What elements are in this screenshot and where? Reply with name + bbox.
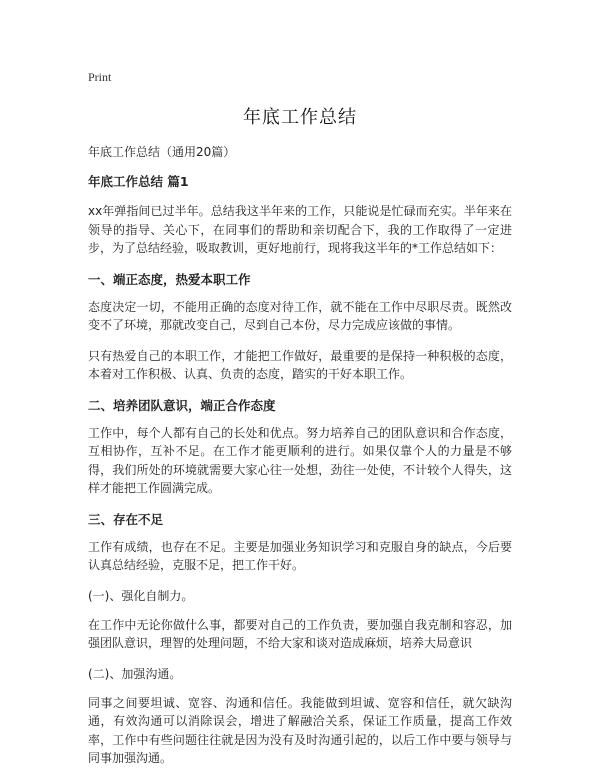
document-subtitle: 年底工作总结（通用20篇） [88, 145, 236, 159]
intro-paragraph: xx年弹指间已过半年。总结我这半年来的工作，只能说是忙碌而充实。半年来在领导的指导、关心下，在同事们的帮助和亲切配合下，我的工作取得了一定进步，为了总结经验，吸取教训，更好地前行，现将我这半年的*工作总结如下： [88, 204, 512, 255]
section-3-heading: 三、存在不足 [88, 511, 164, 527]
subsection-2-paragraph: 同事之间要坦诚、宽容、沟通和信任。我能做到坦诚、宽容和信任，就欠缺沟通，有效沟通可以消除误会，增进了解融洽关系，保证工作质量，提高工作效率，工作中有些问题往往就是因为没有及时沟通引起的，以后工作中要与领导与同事加强沟通。 [88, 695, 512, 765]
section-1-heading: 一、端正态度，热爱本职工作 [88, 271, 251, 287]
section-2-heading: 二、培养团队意识，端正合作态度 [88, 397, 276, 413]
section-1-paragraph-1: 态度决定一切，不能用正确的态度对待工作，就不能在工作中尽职尽责。既然改变不了环境，那就改变自己，尽到自己本份，尽力完成应该做的事情。 [88, 299, 512, 332]
subsection-1-heading: (一)、强化自制力。 [88, 588, 194, 603]
section-2-paragraph-1: 工作中，每个人都有自己的长处和优点。努力培养自己的团队意识和合作态度，互相协作，互补不足。在工作才能更顺利的进行。如果仅靠个人的力量是不够得，我们所处的环境就需要大家心往一处想，劲往一处使，不计较个人得失，这样才能把工作圆满完成。 [88, 425, 512, 495]
document-title: 年底工作总结 [243, 107, 357, 128]
section-1-paragraph-2: 只有热爱自己的本职工作，才能把工作做好，最重要的是保持一种积极的态度，本着对工作积极、认真、负责的态度，踏实的干好本职工作。 [88, 348, 512, 381]
section-3-paragraph-1: 工作有成绩，也存在不足。主要是加强业务知识学习和克服自身的缺点，今后要认真总结经验，克服不足，把工作干好。 [88, 539, 512, 572]
print-label: Print [88, 70, 112, 84]
subsection-1-paragraph: 在工作中无论你做什么事，都要对自己的工作负责，要加强自我克制和容忍，加强团队意识，理智的处理问题，不给大家和谈对造成麻烦，培养大局意识 [88, 617, 512, 650]
subsection-2-heading: (二)、加强沟通。 [88, 666, 182, 681]
chapter-title: 年底工作总结 篇1 [88, 174, 189, 189]
